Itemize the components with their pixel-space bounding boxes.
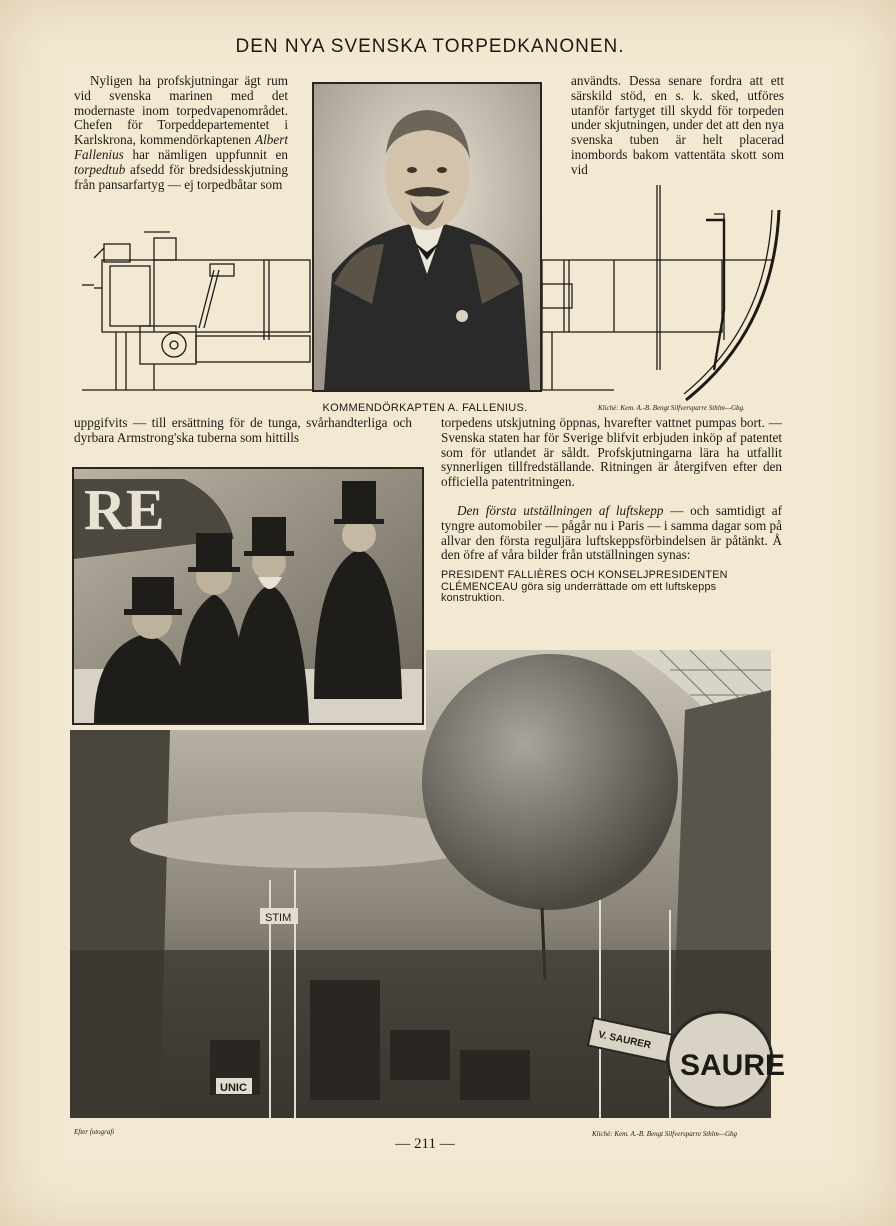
unic-sign: UNIC [220,1082,247,1094]
exhibition-hall-image [70,650,786,1118]
article-intro-text: Nyligen ha profskjutningar ägt rum vid svenska marinen med det modernaste inom torpedvapenområdet. Chefen för Torpeddepartementet i Karlskrona, kommendörkaptenen [74,73,288,148]
person-name: Albert Fallenius [74,132,288,162]
article-paragraph-patent: torpedens utskjutning öppnas, hvarefter vattnet pumpas bort. — Svenska staten har för Sverige blifvit erbjuden inköp af patentet som för utlandet är såldt. Profskjutningarna lära ha utfallit synnerligen tillfredställande. Ritningen är återgifven efter den officiella patentritningen. [441,415,782,490]
portrait-image [314,84,540,390]
svg-text:RE: RE [84,477,165,542]
page-title: DEN NYA SVENSKA TORPEDKANONEN. [235,36,625,57]
portrait-caption: KOMMENDÖRKAPTEN A. FALLENIUS. [322,402,528,414]
article-continued: användts. Dessa senare fordra att ett särskild stöd, en s. k. sked, utföres utanför fartyget till skydd för torpeden under skjutningen, under det att den nya svenska tuben är helt placerad inombords bakom vattentäta skott som vid [571,73,784,177]
airship-paragraph [441,504,782,563]
article-continued-right [441,416,782,605]
article-intro-end: afsedd för bredsidesskjutning från pansarfartyg — ej torpedbåtar som [74,161,288,192]
article-intro [74,74,288,192]
dignitaries-photo-caption: PRESIDENT FALLIÈRES OCH KONSELJPRESIDENTEN CLÉMENCEAU göra sig underrättade om ett luftskepps konstruktion. [441,569,728,605]
page-number: — 211 — [395,1136,455,1152]
article-column-right [571,74,784,178]
portrait-credit: Klichè: Kem. A.-B. Bengt Silfversparre Sthlm—Gbg. [598,404,745,412]
article-column-left [74,74,288,192]
saurer-sign: SAURE [680,1049,786,1082]
portrait-photo [312,82,542,392]
article-intro-mid: har nämligen uppfunnit en [132,146,289,162]
article-paragraph-armstrong: uppgifvits — till ersättning för de tunga, svårhandterliga och dyrbara Armstrong'ska tuberna som hittills [74,415,412,445]
saurer-small-sign: V. SAURER [597,1029,652,1052]
exhibition-hall-photo [70,650,786,1118]
photo-credit-right: Klichè: Kem. A.-B. Bengt Silfversparre Sthlm—Gbg [592,1130,738,1138]
term-torpedtub: torpedtub [74,161,126,177]
airship-text: — och samtidigt af tyngre automobiler — pågår nu i Paris — i samma dagar som på allvar den första reguljära luftskeppsförbindelsen är påtänkt. Å den öfre af våra bilder från utställningen synas: [441,502,783,563]
stim-sign: STIM [265,912,292,924]
article-continued-left [74,416,412,446]
airship-heading: Den första utställningen af luftskepp [457,502,664,518]
photo-credit-left: Efter fotografi [74,1128,115,1136]
